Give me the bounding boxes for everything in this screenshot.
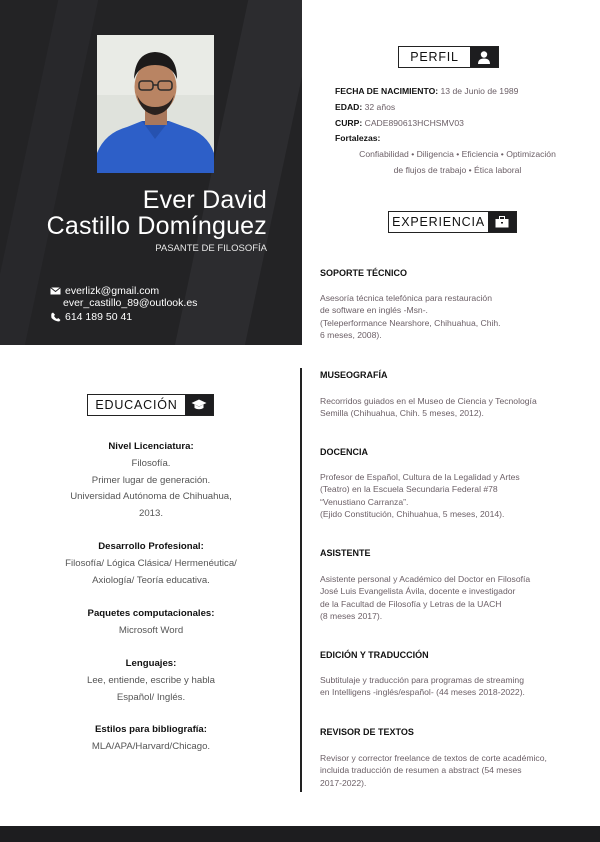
education-heading: Paquetes computacionales: — [87, 608, 215, 619]
age-value: 32 años — [364, 102, 396, 112]
education-heading: Estilos para bibliografía: — [95, 724, 207, 735]
educacion-section-header — [87, 394, 214, 416]
experiencia-section-header — [388, 211, 517, 233]
education-heading: Desarrollo Profesional: — [98, 541, 204, 552]
phone-text: 614 189 50 41 — [65, 311, 133, 323]
email-secondary-text: ever_castillo_89@outlook.es — [63, 297, 198, 309]
email-secondary[interactable] — [63, 297, 197, 309]
experiencia-label: EXPERIENCIA — [392, 215, 485, 229]
email-primary[interactable] — [50, 285, 159, 297]
birth-date-label: FECHA DE NACIMIENTO: — [335, 86, 439, 96]
briefcase-icon — [488, 212, 516, 232]
name-second-line: Castillo Domínguez — [46, 212, 267, 240]
name-first-line: Ever David — [142, 186, 267, 214]
curp-value: CADE890613HCHSMV03 — [364, 118, 464, 128]
experience-title: EDICIÓN Y TRADUCCIÓN — [320, 650, 429, 660]
experience-description: Subtitulaje y traducción para programas de streaming en Intelligens -inglés/español- (44 meses 2018-2022). — [320, 675, 525, 698]
experience-title: REVISOR DE TEXTOS — [320, 727, 414, 737]
birth-date-row — [335, 86, 518, 96]
phone-icon — [51, 312, 61, 322]
education-details: MLA/APA/Harvard/Chicago. — [91, 741, 211, 752]
job-title: PASANTE DE FILOSOFÍA — [155, 243, 267, 254]
graduation-cap-icon — [185, 395, 213, 415]
education-heading: Lenguajes: — [125, 658, 177, 669]
curp-label: CURP: — [335, 118, 363, 128]
experience-title: SOPORTE TÉCNICO — [320, 268, 408, 278]
age-label: EDAD: — [335, 102, 363, 112]
curp-row — [335, 118, 464, 128]
footer-bar — [0, 826, 600, 842]
experience-description: Revisor y corrector freelance de textos de corte académico, incluida traducción de resumen a abstract (54 meses 2017-2022). — [320, 753, 547, 788]
strengths-label: Fortalezas: — [335, 133, 381, 143]
perfil-section-header — [398, 46, 499, 68]
envelope-icon — [50, 287, 61, 295]
education-details: Microsoft Word — [118, 625, 184, 636]
experience-description: Profesor de Español, Cultura de la Legalidad y Artes (Teatro) en la Escuela Secundaria Federal #78 “Venustiano Carranza”. (Ejido Constitución, Chihuahua, 5 meses, 2014). — [320, 472, 520, 519]
age-row — [335, 102, 395, 112]
education-details: Filosofía. Primer lugar de generación. Universidad Autónoma de Chihuahua, 2013. — [70, 458, 232, 519]
experience-description: Asesoría técnica telefónica para restauración de software en inglés -Msn-. (Teleperformance Nearshore, Chihuahua, Chih. 6 meses, 2008). — [320, 293, 501, 340]
experience-description: Recorridos guiados en el Museo de Ciencia y Tecnología Semilla (Chihuahua, Chih. 5 meses, 2012). — [320, 396, 537, 419]
strengths-line: Confiabilidad • Diligencia • Eficiencia • Optimización — [359, 149, 556, 159]
user-icon — [470, 47, 498, 67]
experience-title: MUSEOGRAFÍA — [320, 370, 388, 380]
experience-title: DOCENCIA — [320, 447, 369, 457]
email-primary-text: everlizk@gmail.com — [65, 285, 160, 297]
education-heading: Nivel Licenciatura: — [108, 441, 194, 452]
education-details: Lee, entiende, escribe y habla Español/ Inglés. — [86, 675, 215, 703]
experience-description: Asistente personal y Académico del Doctor en Filosofía José Luis Evangelista Ávila, docente e investigador de la Facultad de Filosofía y Letras de la UACH (8 meses 2017). — [320, 574, 531, 621]
perfil-label: PERFIL — [410, 50, 459, 64]
educacion-label: EDUCACIÓN — [95, 398, 178, 412]
experience-title: ASISTENTE — [320, 548, 371, 558]
education-details: Filosofía/ Lógica Clásica/ Hermenéutica/ Axiología/ Teoría educativa. — [65, 558, 237, 586]
strengths-heading-row — [335, 133, 380, 143]
birth-date-value: 13 de Junio de 1989 — [440, 86, 519, 96]
strengths-line: de flujos de trabajo • Ética laboral — [393, 165, 522, 175]
header-panel — [0, 0, 302, 345]
phone-number[interactable] — [51, 311, 132, 323]
profile-photo — [97, 35, 214, 173]
strengths-list — [335, 146, 580, 178]
